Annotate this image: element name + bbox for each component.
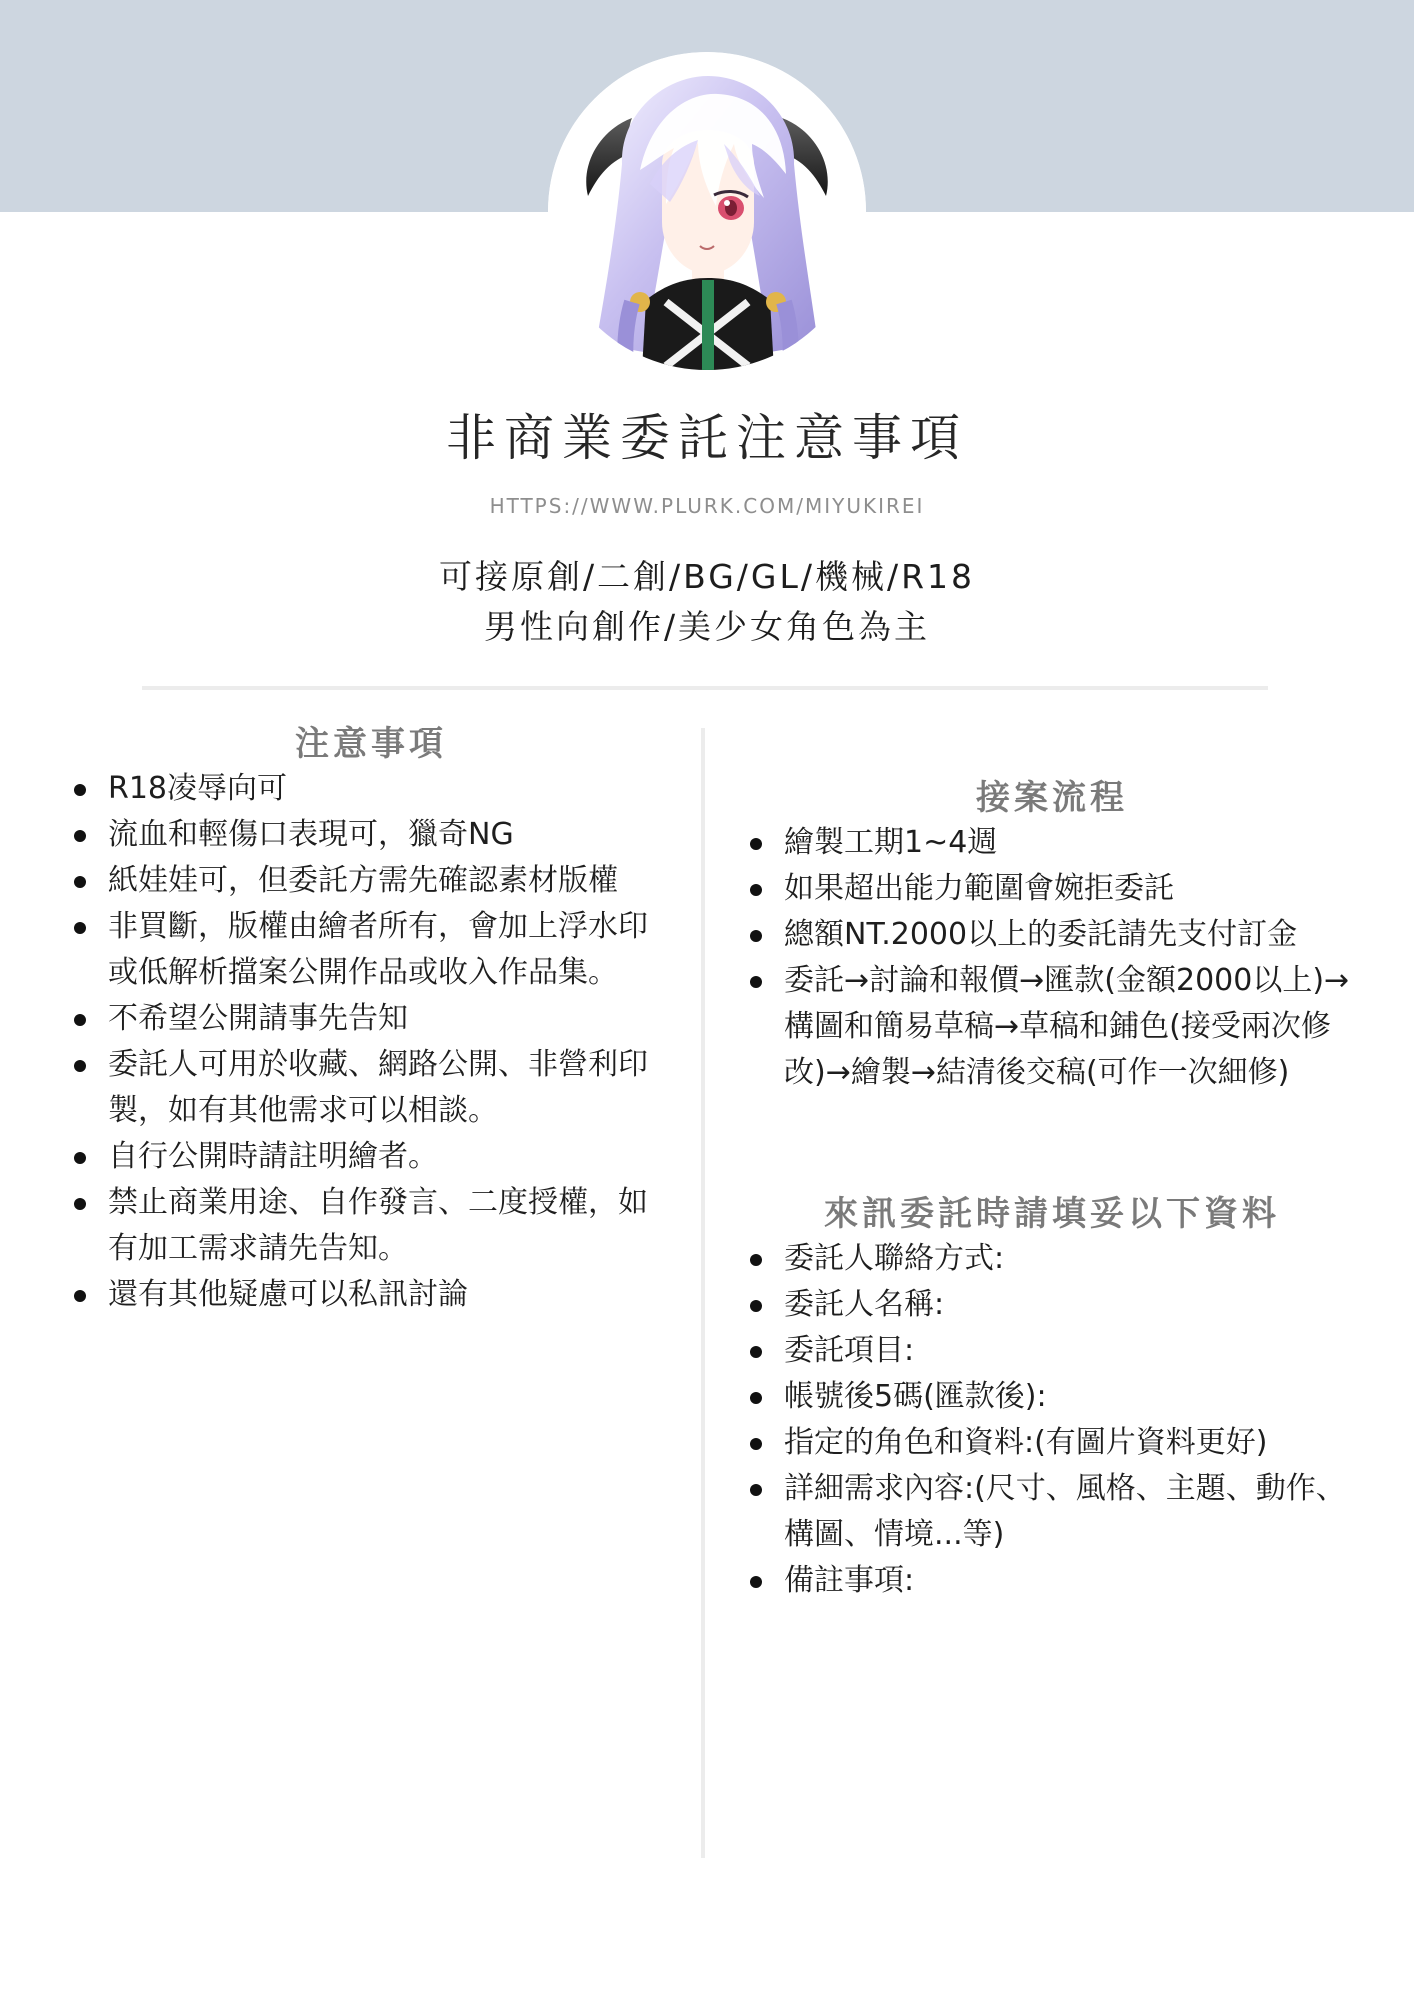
list-item: 流血和輕傷口表現可，獵奇NG xyxy=(66,812,676,858)
list-item: 繪製工期1~4週 xyxy=(742,820,1362,866)
list-item: 帳號後5碼(匯款後): xyxy=(742,1374,1362,1420)
process-list-2 xyxy=(742,958,1362,1096)
list-item: 自行公開時請註明繪者。 xyxy=(66,1134,676,1180)
list-item: 紙娃娃可，但委託方需先確認素材版權 xyxy=(66,858,676,904)
summary xyxy=(0,552,1414,652)
section-title-process: 接案流程 xyxy=(976,778,1128,818)
anime-girl-avatar-icon xyxy=(548,52,866,370)
notes-list-3 xyxy=(66,1272,676,1318)
section-title-notes: 注意事項 xyxy=(295,724,447,764)
list-item: R18凌辱向可 xyxy=(66,766,676,812)
list-item: 委託人聯絡方式: xyxy=(742,1236,1362,1282)
list-item: 指定的角色和資料:(有圖片資料更好) xyxy=(742,1420,1362,1466)
avatar xyxy=(548,52,866,370)
column-divider xyxy=(701,728,705,1858)
page-title: 非商業委託注意事項 xyxy=(446,409,968,467)
list-item: 委託項目: xyxy=(742,1328,1362,1374)
notes-list-1 xyxy=(66,766,676,904)
list-item: 如果超出能力範圍會婉拒委託 xyxy=(742,866,1362,912)
list-item: 委託人名稱: xyxy=(742,1282,1362,1328)
list-item: 還有其他疑慮可以私訊討論 xyxy=(66,1272,676,1318)
list-item: 詳細需求內容:(尺寸、風格、主題、動作、構圖、情境...等) xyxy=(742,1466,1362,1558)
section-title-form: 來訊委託時請填妥以下資料 xyxy=(824,1194,1280,1234)
top-divider xyxy=(142,686,1268,690)
list-item: 禁止商業用途、自作發言、二度授權，如有加工需求請先告知。 xyxy=(66,1180,676,1272)
form-list xyxy=(742,1236,1362,1604)
process-column xyxy=(742,776,1362,1604)
profile-url[interactable]: HTTPS://WWW.PLURK.COM/MIYUKIREI xyxy=(489,494,925,518)
list-item: 委託→討論和報價→匯款(金額2000以上)→構圖和簡易草稿→草稿和鋪色(接受兩次修改)→繪製→結清後交稿(可作一次細修) xyxy=(742,958,1362,1096)
summary-line: 男性向創作/美少女角色為主 xyxy=(483,607,931,646)
list-item: 委託人可用於收藏、網路公開、非營利印製，如有其他需求可以相談。 xyxy=(66,1042,676,1134)
summary-line: 可接原創/二創/BG/GL/機械/R18 xyxy=(438,557,976,596)
list-item: 不希望公開請事先告知 xyxy=(66,996,676,1042)
notes-column xyxy=(66,722,676,1318)
list-item: 非買斷，版權由繪者所有，會加上浮水印或低解析擋案公開作品或收入作品集。 xyxy=(66,904,676,996)
notes-list-2 xyxy=(66,904,676,1272)
process-list-1 xyxy=(742,820,1362,958)
list-item: 總額NT.2000以上的委託請先支付訂金 xyxy=(742,912,1362,958)
list-item: 備註事項: xyxy=(742,1558,1362,1604)
